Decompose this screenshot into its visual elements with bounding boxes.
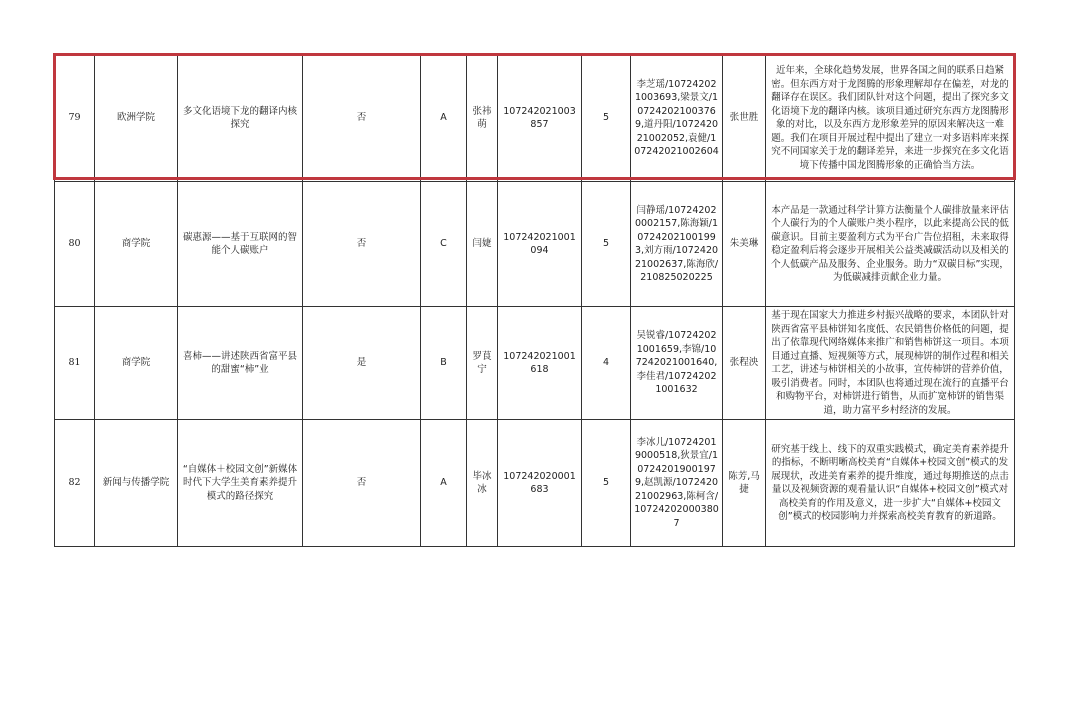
members-cell: 闫静瑶/107242020002157,陈海颖/107242021001993,刘方雨/107242021002637,陈海欣/210825020225 <box>631 182 723 307</box>
student-id-cell: 107242021003857 <box>498 55 582 182</box>
flag-cell: 否 <box>303 55 421 182</box>
members-cell: 吴锐睿/107242021001659,李锦/107242021001640,李佳君/107242021001632 <box>631 307 723 420</box>
leader-cell: 毕冰冰 <box>467 420 498 547</box>
row-number: 82 <box>55 420 95 547</box>
advisor-cell: 朱美琳 <box>723 182 766 307</box>
grade-cell: A <box>421 55 467 182</box>
flag-cell: 否 <box>303 420 421 547</box>
members-cell: 李芝瑶/107242021003693,梁景文/107242021003769,道丹阳/107242021002052,袁健/107242021002604 <box>631 55 723 182</box>
college-cell: 欧洲学院 <box>95 55 178 182</box>
row-number: 80 <box>55 182 95 307</box>
advisor-cell: 张世胜 <box>723 55 766 182</box>
grade-cell: C <box>421 182 467 307</box>
table-row <box>55 55 1015 182</box>
student-id-cell: 107242021001618 <box>498 307 582 420</box>
abstract-cell: 基于现在国家大力推进乡村振兴战略的要求，本团队针对陕西省富平县柿饼知名度低、农民销售价格低的问题，提出了依靠现代网络媒体来推广和销售柿饼这一项目。本项目通过直播、短视频等方式，展现柿饼的制作过程和相关工艺，讲述与柿饼相关的小故事，宣传柿饼的营养价值，吸引消费者。同时，本团队也将通过现在流行的直播平台和购物平台，对柿饼进行销售，从而扩宽柿饼的销售渠道，助力富平乡村经济的发展。 <box>766 307 1015 420</box>
project-name-cell: 多文化语境下龙的翻译内核探究 <box>178 55 303 182</box>
member-count-cell: 5 <box>582 420 631 547</box>
advisor-cell: 张程泱 <box>723 307 766 420</box>
college-cell: 新闻与传播学院 <box>95 420 178 547</box>
abstract-cell: 研究基于线上、线下的双重实践模式，确定美育素养提升的指标，不断明晰高校美育“自媒体+校园文创”模式的发展现状，改进美育素养的提升维度，通过每期推送的点击量以及视频资源的观看量认识“自媒体+校园文创”模式对高校美育的作用及意义，进一步扩大“自媒体+校园文创”模式的校园影响力并探索高校美育教育的新道路。 <box>766 420 1015 547</box>
table-row <box>55 182 1015 307</box>
project-name-cell: “自媒体＋校园文创”新媒体时代下大学生美育素养提升模式的路径探究 <box>178 420 303 547</box>
leader-cell: 张祎萌 <box>467 55 498 182</box>
project-name-cell: 喜柿——讲述陕西省富平县的甜蜜“柿”业 <box>178 307 303 420</box>
members-cell: 李冰儿/107242019000518,狄景宜/107242019001979,赵凯源/107242021002963,陈柯含/107242020003807 <box>631 420 723 547</box>
table-row <box>55 420 1015 547</box>
leader-cell: 罗茛宁 <box>467 307 498 420</box>
student-id-cell: 107242021001094 <box>498 182 582 307</box>
flag-cell: 是 <box>303 307 421 420</box>
college-cell: 商学院 <box>95 307 178 420</box>
grade-cell: B <box>421 307 467 420</box>
row-number: 81 <box>55 307 95 420</box>
project-name-cell: 碳惠源——基于互联网的智能个人碳账户 <box>178 182 303 307</box>
table-row <box>55 307 1015 420</box>
flag-cell: 否 <box>303 182 421 307</box>
abstract-cell: 本产品是一款通过科学计算方法衡量个人碳排放量来评估个人碳行为的个人碳账户类小程序，以此来提高公民的低碳意识。目前主要盈利方式为平台广告位招租，未来取得稳定盈利后将会逐步开展相关公益类减碳活动以及相关的个人低碳产品及服务、企业服务。助力“双碳目标”实现，为低碳减排贡献企业力量。 <box>766 182 1015 307</box>
member-count-cell: 5 <box>582 55 631 182</box>
project-table <box>54 54 1015 547</box>
member-count-cell: 5 <box>582 182 631 307</box>
student-id-cell: 107242020001683 <box>498 420 582 547</box>
advisor-cell: 陈芳,马捷 <box>723 420 766 547</box>
row-number: 79 <box>55 55 95 182</box>
college-cell: 商学院 <box>95 182 178 307</box>
grade-cell: A <box>421 420 467 547</box>
abstract-cell: 近年来，全球化趋势发展，世界各国之间的联系日趋紧密。但东西方对于龙图腾的形象理解却存在偏差，对龙的翻译存在误区。我们团队针对这个问题，提出了探究多文化语境下龙的翻译内核。该项目通过研究东西方龙图腾形象的对比，以及东西方龙形象差异的原因来解决这一难题。我们在项目开展过程中提出了建立一对多语料库来探究不同国家关于龙的翻译差异，来进一步探究在多文化语境下传播中国龙图腾形象的正确恰当方法。 <box>766 55 1015 182</box>
member-count-cell: 4 <box>582 307 631 420</box>
leader-cell: 闫婕 <box>467 182 498 307</box>
